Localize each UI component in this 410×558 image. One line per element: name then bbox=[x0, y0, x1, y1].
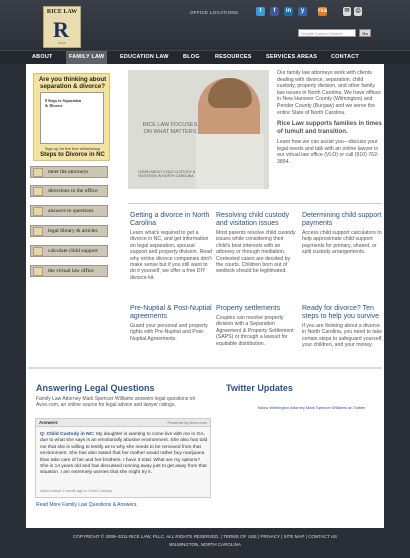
logo-sub: PLLC bbox=[58, 41, 66, 45]
nav-about[interactable]: ABOUT bbox=[32, 54, 53, 60]
topic-title[interactable]: Pre-Nuptial & Post-Nuptial agreements bbox=[130, 305, 212, 320]
attorneys-icon bbox=[33, 168, 43, 177]
topic-body: Learn what's required to get a divorce in NC, and get information on legal separation, spousal support and property division. Read why online divorce companies don't make sense but if you still want to do it yourself, we offer a free DIY divorce kit. bbox=[130, 230, 212, 281]
question-body: My daughter is wanting to come live with me in GA, due to what she says is an emotionally abusive environment. She also has told me that she is willing to testify as to why she needs to be removed from that environment. She has also stated that her mother would rather buy marijuana than take care of her and her brothers. I have 3 total. What are my options? She is 14 years old and has discussed running away just to get away from that situation. I am extremely worries that she might try it. bbox=[40, 432, 208, 476]
hero-image[interactable] bbox=[128, 70, 269, 189]
facebook-icon[interactable]: f bbox=[270, 7, 279, 16]
rss-icon[interactable]: rss bbox=[318, 8, 328, 14]
divider bbox=[128, 203, 382, 204]
email-icon[interactable]: ✉ bbox=[344, 8, 350, 14]
intro-p1: Our family law attorneys work with clients dealing with divorce, separation, child custody, property division, and other family law issues in North Carolina. We have offices in New Hanover County (Wilmington) and Pender County (Burgaw) and we serve the entire State of North Carolina. bbox=[277, 70, 381, 116]
topic-body: Most parents resolve child custody issues while considering their child's best interests with an attorney or through mediation. Contested cases are decided by the courts. Children born out of wedlock should be legitimated. bbox=[216, 230, 296, 275]
nav-contact[interactable]: CONTACT bbox=[331, 54, 359, 60]
topic-property bbox=[216, 305, 298, 347]
promo-sub: Sign up for the free eWorkshop bbox=[44, 146, 101, 151]
topic-body: Access child support calculators to help approximate child support payments for primary, shared, or split custody arrangements. bbox=[302, 230, 382, 256]
topic-ten-steps bbox=[302, 305, 384, 349]
footer-copyright[interactable]: COPYRIGHT © 2009–2011 RICE LAW, PLLC. ALL RIGHTS RESERVED. | TERMS OF USE | PRIVACY | SITE MAP | CONTACT US bbox=[73, 534, 337, 539]
section-divider bbox=[28, 367, 382, 369]
print-icon[interactable]: ⎙ bbox=[355, 8, 361, 14]
answers-title: Answering Legal Questions bbox=[36, 383, 155, 393]
topic-prenuptial bbox=[130, 305, 212, 342]
sidebar-item-label: directions to the office bbox=[48, 188, 98, 194]
sidebar-item-directions[interactable] bbox=[30, 185, 108, 197]
linkedin-icon[interactable]: in bbox=[285, 8, 292, 14]
logo-title: RICE LAW bbox=[46, 9, 78, 15]
topic-custody bbox=[216, 212, 298, 275]
main-nav bbox=[0, 50, 410, 64]
map-icon bbox=[33, 187, 43, 196]
sidebar-item-label: the virtual law office bbox=[48, 268, 94, 274]
promo-book-text: 8 Steps to Separation & Divorce bbox=[45, 98, 82, 108]
search-input[interactable]: Google Custom Search bbox=[298, 29, 356, 37]
question-meta: Asked about 1 month ago in Child Custody bbox=[40, 489, 112, 493]
answers-widget-bar bbox=[36, 419, 210, 427]
nav-family-law[interactable]: FAMILY LAW bbox=[66, 51, 107, 64]
powered-by-avvo[interactable]: Powered by Avvo.com bbox=[167, 420, 207, 425]
topic-title[interactable]: Property settlements bbox=[216, 305, 281, 312]
computer-icon bbox=[33, 267, 43, 276]
logo-letter: R bbox=[53, 17, 69, 42]
sidebar-item-label: calculate child support bbox=[48, 248, 98, 254]
sidebar-item-answers[interactable] bbox=[30, 205, 108, 217]
rice-law-logo[interactable] bbox=[43, 6, 81, 48]
topic-child-support bbox=[302, 212, 384, 256]
youtube-icon[interactable]: y bbox=[298, 7, 307, 16]
nav-education-law[interactable]: EDUCATION LAW bbox=[120, 54, 169, 60]
read-more-link[interactable]: Read More Family Law Questions & Answers. bbox=[36, 502, 138, 508]
topic-title[interactable]: Determining child support payments bbox=[302, 212, 382, 227]
office-locations-link[interactable]: OFFICE LOCATIONS bbox=[190, 10, 239, 15]
sidebar-item-label: meet the attorneys bbox=[48, 169, 89, 175]
topic-title[interactable]: Resolving child custody and visitation issues bbox=[216, 212, 290, 227]
topic-title[interactable]: Ready for divorce? Ten steps to help you survive bbox=[302, 305, 380, 320]
twitter-title: Twitter Updates bbox=[226, 383, 293, 393]
question-title[interactable]: Q: Child Custody in NC: bbox=[40, 432, 95, 437]
topic-body: Guard your personal and property rights with Pre-Nuptial and Post-Nuptial Agreements. bbox=[130, 323, 208, 342]
promo-heading: Are you thinking about separation & divorce? bbox=[38, 76, 107, 90]
search-go-button[interactable]: Go bbox=[359, 29, 371, 37]
intro-heading: Rice Law supports families in times of tumult and transition. bbox=[277, 120, 382, 135]
footer-location: WILMINGTON, NORTH CAROLINA bbox=[169, 542, 241, 547]
promo-title: Steps to Divorce in NC bbox=[40, 152, 105, 158]
intro-p2: Learn how we can assist you—discuss your legal needs and talk with an online lawyer in our virtual law office (VLO) or call (910) 762-3854. bbox=[277, 139, 379, 165]
nav-resources[interactable]: RESOURCES bbox=[215, 54, 252, 60]
question-text bbox=[40, 432, 208, 477]
child-shirt bbox=[196, 134, 264, 189]
calculator-icon bbox=[33, 247, 43, 256]
nav-blog[interactable]: BLOG bbox=[183, 54, 200, 60]
sidebar-item-library[interactable] bbox=[30, 225, 108, 237]
hero-caption-link[interactable]: LEARN ABOUT CHILD CUSTODY & VISITATION IN NORTH CAROLINA bbox=[138, 170, 196, 178]
topic-divorce bbox=[130, 212, 212, 281]
nav-services-areas[interactable]: SERVICES AREAS bbox=[266, 54, 318, 60]
avvo-answers-widget bbox=[35, 418, 211, 498]
site-header bbox=[0, 0, 410, 48]
promo-book-image bbox=[40, 92, 104, 144]
book-icon bbox=[33, 227, 43, 236]
hero-caption: RICE LAW FOCUSES ON WHAT MATTERS bbox=[142, 122, 198, 135]
sidebar-item-label: answers to questions bbox=[48, 208, 94, 214]
sidebar-item-calculator[interactable] bbox=[30, 245, 108, 257]
twitter-icon[interactable]: t bbox=[256, 7, 265, 16]
sidebar-item-label: legal library & articles bbox=[48, 228, 98, 234]
sidebar-item-attorneys[interactable] bbox=[30, 166, 108, 178]
twitter-follow-link[interactable]: follow Wilmington Attorney Mark Spencer Williams on Twitter bbox=[258, 405, 366, 410]
topic-body: Couples can resolve property division with a Separation Agreement & Property Settlement (SAPS) or through a lawsuit for equitable distribution. bbox=[216, 315, 294, 347]
question-icon bbox=[33, 207, 43, 216]
topic-title[interactable]: Getting a divorce in North Carolina bbox=[130, 212, 210, 227]
intro-text bbox=[277, 70, 382, 166]
divorce-eworkshop-promo[interactable] bbox=[33, 73, 110, 161]
sidebar-item-vlo[interactable] bbox=[30, 265, 108, 277]
answers-label: Answers bbox=[39, 420, 58, 425]
answers-sub: Family Law Attorney Mark Spencer Williams answers legal questions on Avvo.com, an online source for legal advice and lawyer ratings. bbox=[36, 396, 196, 408]
topic-body: If you are thinking about a divorce in North Carolina, you need to take certain steps to safeguard yourself, your children, and your money. bbox=[302, 323, 383, 349]
